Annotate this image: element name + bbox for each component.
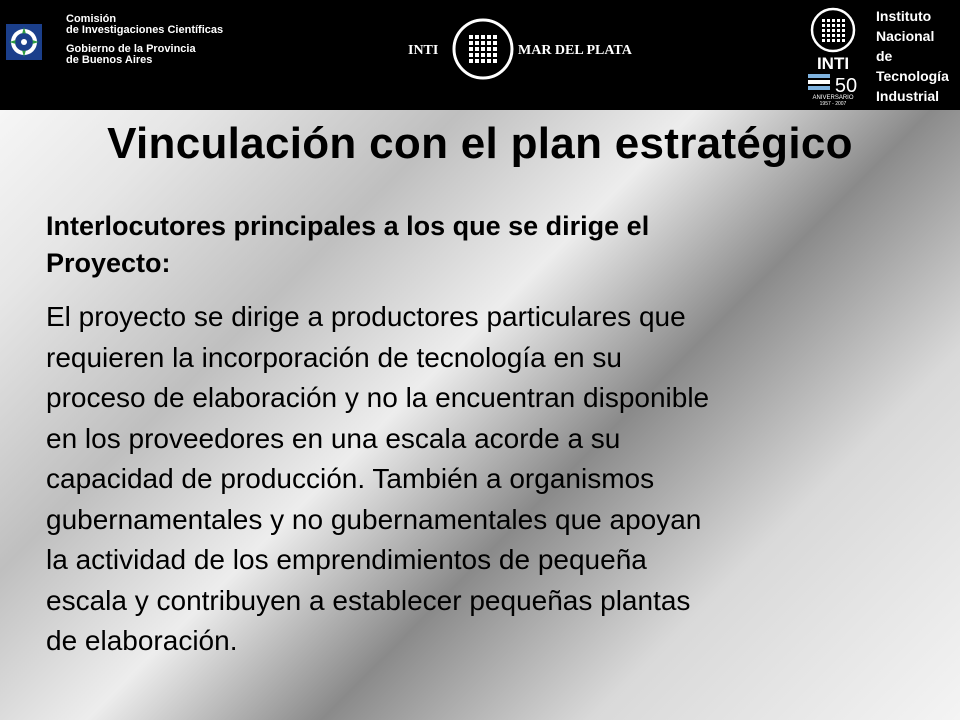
cic-line-4: de Buenos Aires — [66, 54, 153, 66]
body-line-3: proceso de elaboración y no la encuentran disponible — [46, 382, 710, 413]
inti-50-aniversario-logo-icon — [800, 6, 866, 106]
body-line-8: escala y contribuyen a establecer pequeñas plantas — [46, 584, 691, 616]
cic-line-3: Gobierno de la Provincia — [66, 43, 196, 55]
body-line-5: capacidad de producción. También a organismos — [46, 463, 655, 494]
inti-name-line-2: Nacional — [876, 28, 935, 44]
inti-full-name — [876, 6, 960, 106]
subtitle-line-1: Interlocutores principales a los que se dirige el — [46, 211, 650, 241]
cic-name — [66, 14, 223, 66]
header-banner — [0, 0, 960, 110]
inti50-number: 50 — [834, 75, 858, 97]
mar-del-plata-label: MAR DEL PLATA — [518, 43, 632, 58]
cic-line-1: Comisión — [66, 13, 117, 25]
body-line-2: requieren la incorporación de tecnología en su — [46, 341, 622, 373]
cic-line-2: de Investigaciones Científicas — [66, 24, 224, 36]
subtitle-line-2: Proyecto: — [46, 248, 171, 278]
inti-name-line-1: Instituto — [876, 8, 932, 24]
slide-title: Vinculación con el plan estratégico — [107, 119, 853, 168]
inti-name-line-3: de Tecnología — [876, 48, 949, 84]
body-line-7: la actividad de los emprendimientos de pequeña — [46, 544, 647, 575]
body-line-9: de elaboración. — [46, 625, 238, 656]
slide-subtitle — [38, 208, 926, 282]
inti50-aniversario: ANIVERSARIO — [812, 95, 854, 101]
inti50-years: 1957 - 2007 — [819, 101, 847, 106]
inti50-label: INTI — [816, 54, 850, 73]
body-line-1: El proyecto se dirige a productores particulares que — [46, 301, 686, 332]
slide-body — [46, 297, 946, 662]
body-line-6: gubernamentales y no gubernamentales que apoyan — [46, 503, 702, 535]
inti-grid-logo-icon — [452, 18, 514, 80]
body-line-4: en los proveedores en una escala acorde a su — [46, 422, 621, 454]
inti-name-line-4: Industrial — [876, 88, 940, 104]
inti-label: INTI — [408, 43, 439, 58]
cic-logo-icon — [6, 24, 42, 60]
